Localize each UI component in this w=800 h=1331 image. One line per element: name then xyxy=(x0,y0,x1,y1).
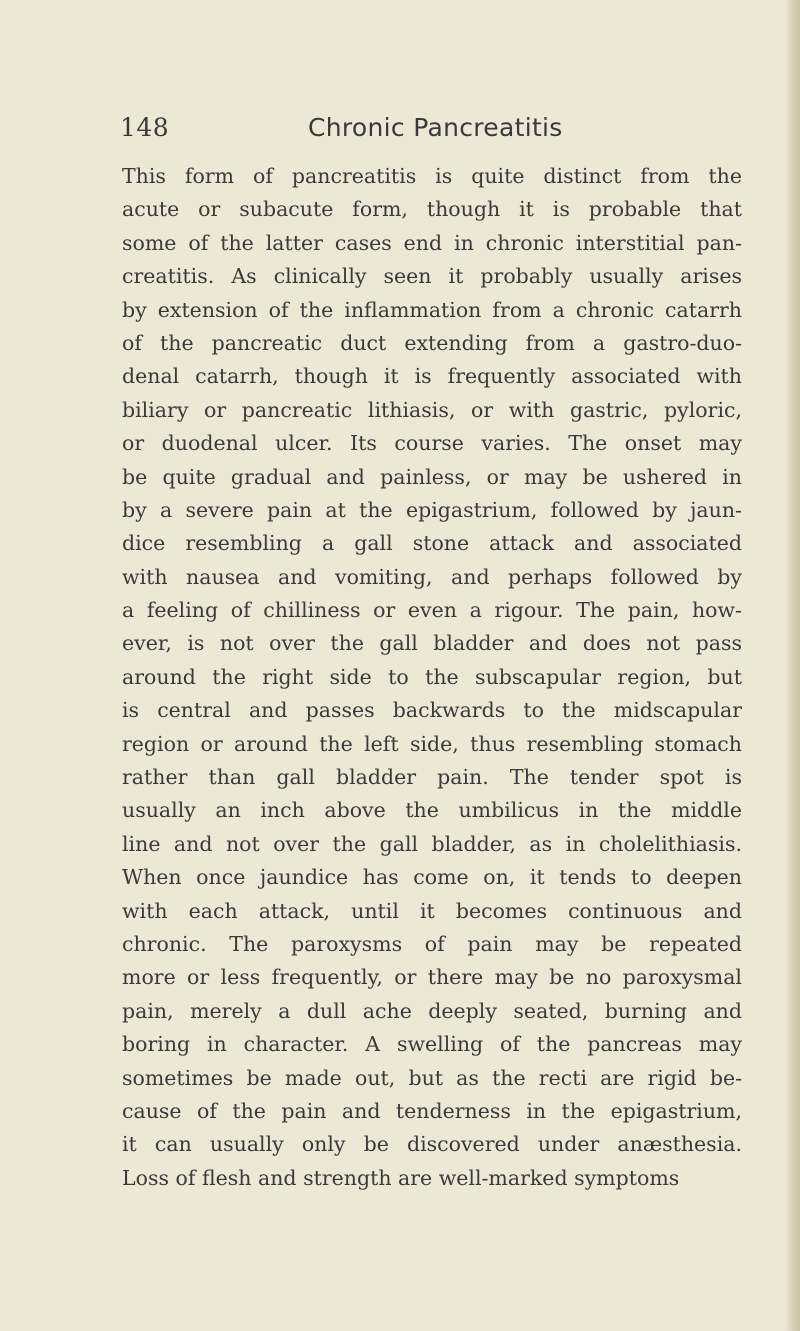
text-line: line and not over the gall bladder, as in cholelithiasis. xyxy=(122,831,742,856)
running-title: Chronic Pancreatitis xyxy=(308,113,563,142)
body-paragraph xyxy=(122,160,742,1195)
text-line: it can usually only be discovered under anæsthesia. xyxy=(122,1132,742,1157)
running-header xyxy=(120,108,740,148)
text-line: more or less frequently, or there may be no paroxysmal xyxy=(122,965,742,990)
text-line: acute or subacute form, though it is probable that xyxy=(122,197,742,222)
text-line: cause of the pain and tenderness in the epigastrium, xyxy=(122,1098,742,1123)
text-line: of the pancreatic duct extending from a gastro-duo- xyxy=(122,330,742,355)
text-line: some of the latter cases end in chronic interstitial pan- xyxy=(122,230,742,255)
text-line: by a severe pain at the epigastrium, followed by jaun- xyxy=(122,497,742,522)
text-line: a feeling of chilliness or even a rigour. The pain, how- xyxy=(122,598,742,623)
text-line: boring in character. A swelling of the pancreas may xyxy=(122,1032,742,1057)
page-edge-shadow xyxy=(786,0,800,1331)
text-line: Loss of flesh and strength are well-marked symptoms xyxy=(122,1165,680,1190)
text-line: by extension of the inflammation from a chronic catarrh xyxy=(122,297,742,322)
text-line: is central and passes backwards to the midscapular xyxy=(122,698,742,723)
text-line: pain, merely a dull ache deeply seated, burning and xyxy=(122,998,742,1023)
text-line: denal catarrh, though it is frequently associated with xyxy=(122,364,742,389)
text-line: chronic. The paroxysms of pain may be repeated xyxy=(122,931,742,956)
text-line: with nausea and vomiting, and perhaps followed by xyxy=(122,564,742,589)
text-line: sometimes be made out, but as the recti are rigid be- xyxy=(122,1065,742,1090)
text-line: around the right side to the subscapular region, but xyxy=(122,664,742,689)
text-line: with each attack, until it becomes continuous and xyxy=(122,898,742,923)
page-number: 148 xyxy=(120,113,170,142)
text-line: When once jaundice has come on, it tends to deepen xyxy=(122,865,742,890)
text-line: usually an inch above the umbilicus in the middle xyxy=(122,798,742,823)
text-line: dice resembling a gall stone attack and associated xyxy=(122,531,742,556)
text-line: creatitis. As clinically seen it probably usually arises xyxy=(122,264,742,289)
text-line: be quite gradual and painless, or may be ushered in xyxy=(122,464,742,489)
text-line: This form of pancreatitis is quite distinct from the xyxy=(122,164,742,188)
text-line: ever, is not over the gall bladder and does not pass xyxy=(122,631,742,656)
text-line: rather than gall bladder pain. The tender spot is xyxy=(122,765,742,790)
text-line: or duodenal ulcer. Its course varies. The onset may xyxy=(122,431,742,456)
text-line: region or around the left side, thus resembling stomach xyxy=(122,731,742,756)
text-line: biliary or pancreatic lithiasis, or with gastric, pyloric, xyxy=(122,397,742,422)
